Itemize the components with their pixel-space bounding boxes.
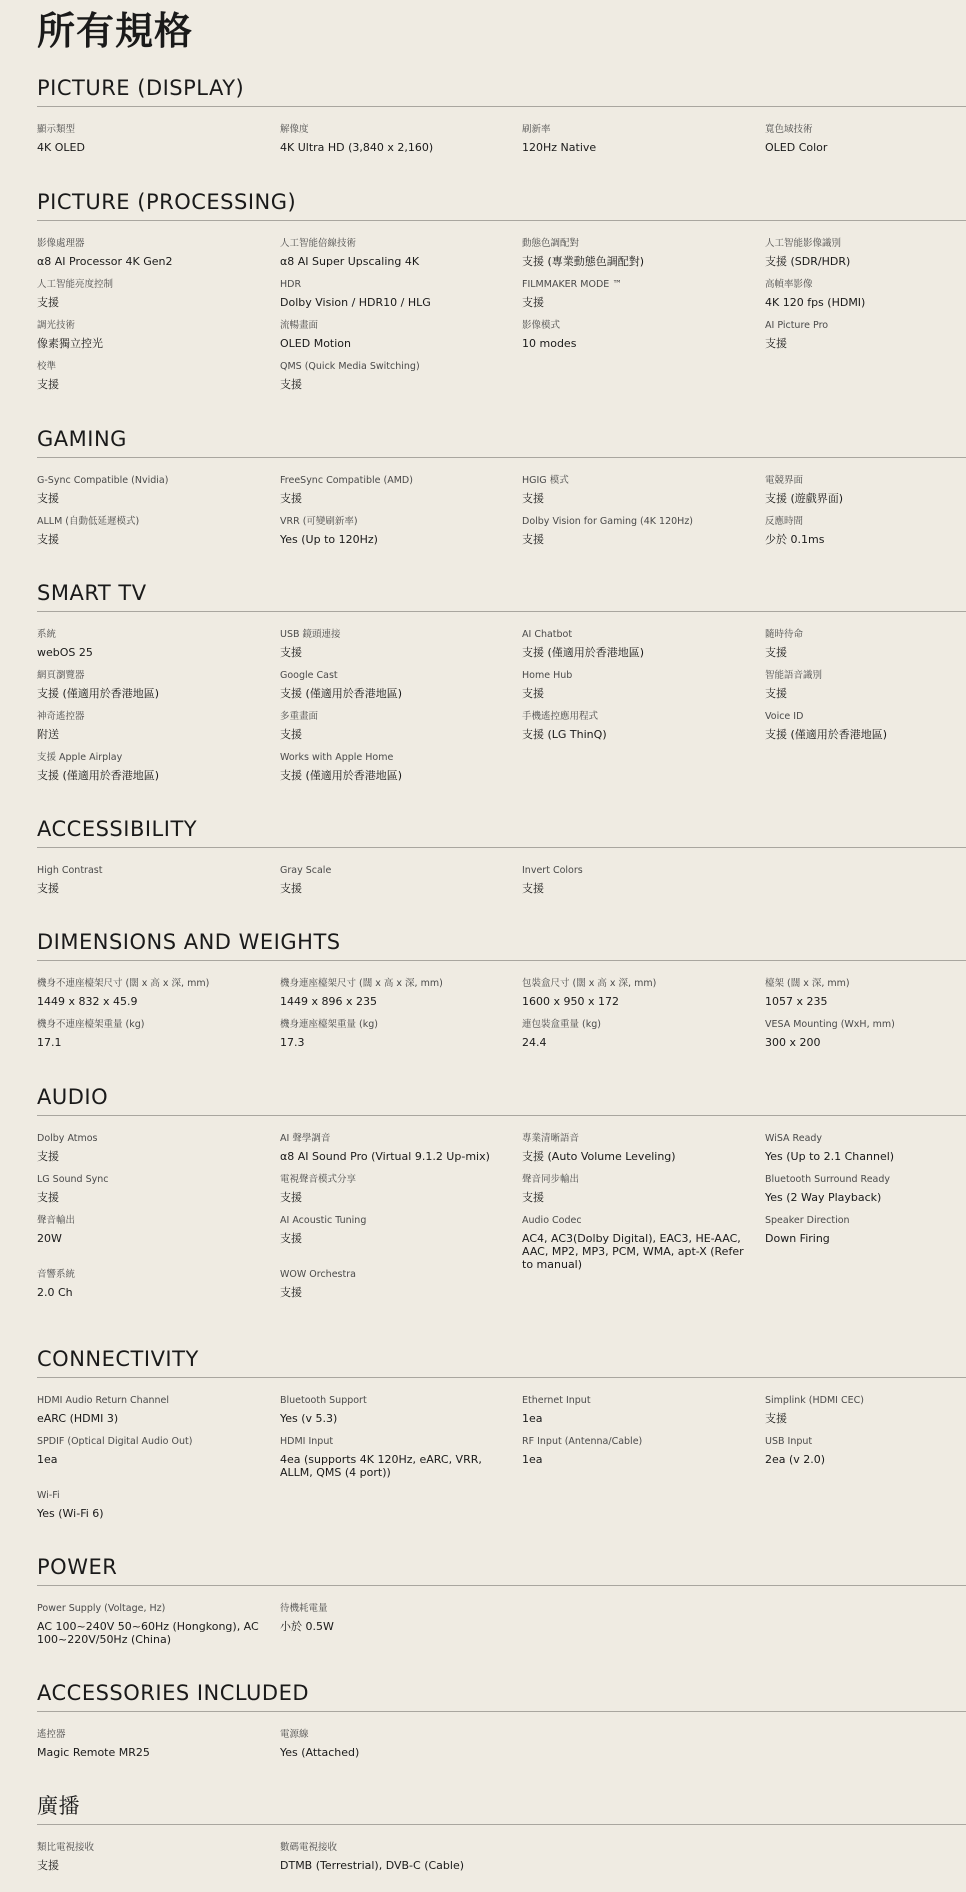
spec-value: Yes (Wi-Fi 6): [37, 1507, 104, 1520]
spec-value: Dolby Vision / HDR10 / HLG: [280, 296, 431, 309]
spec-item: [522, 1018, 747, 1049]
spec-item: [765, 474, 966, 505]
spec-value: 1057 x 235: [765, 995, 828, 1008]
spec-label: 系統: [37, 629, 57, 640]
spec-label: 機身連座檯架尺寸 (闊 x 高 x 深, mm): [280, 978, 443, 989]
spec-value: 支援 (僅適用於香港地區): [37, 769, 160, 782]
spec-item: [522, 1214, 747, 1271]
spec-label: Ethernet Input: [522, 1395, 591, 1406]
spec-item: [37, 1728, 262, 1759]
spec-section-picture-display: [37, 72, 966, 164]
spec-value: 24.4: [522, 1036, 547, 1049]
section-heading: ACCESSIBILITY: [37, 817, 198, 841]
spec-label: AI Chatbot: [522, 629, 573, 640]
spec-value: 17.1: [37, 1036, 62, 1049]
section-divider: [37, 1824, 966, 1825]
spec-item: [765, 1018, 966, 1049]
section-divider: [37, 960, 966, 961]
spec-item: [765, 977, 966, 1008]
section-heading: SMART TV: [37, 581, 147, 605]
spec-item: [522, 278, 747, 309]
spec-section-picture-processing: [37, 186, 966, 401]
section-heading: POWER: [37, 1555, 118, 1579]
spec-item: [37, 1132, 262, 1163]
spec-item: [280, 474, 505, 505]
spec-grid: [37, 237, 966, 401]
spec-value: 1600 x 950 x 172: [522, 995, 619, 1008]
spec-item: [765, 515, 966, 546]
spec-label: 動態色調配對: [522, 238, 580, 249]
spec-item: [522, 237, 747, 268]
spec-label: Works with Apple Home: [280, 752, 394, 763]
spec-value: 1449 x 832 x 45.9: [37, 995, 138, 1008]
spec-value: eARC (HDMI 3): [37, 1412, 119, 1425]
spec-item: [37, 1214, 262, 1245]
spec-label: 音響系統: [37, 1269, 76, 1280]
spec-value: 支援: [37, 492, 59, 505]
spec-item: [522, 669, 747, 700]
spec-value: 支援: [765, 337, 787, 350]
page-title: 所有規格: [37, 9, 194, 53]
spec-value: 像素獨立控光: [37, 337, 103, 350]
spec-item: [522, 474, 747, 505]
spec-value: 支援: [280, 728, 302, 741]
spec-item: [280, 1173, 505, 1204]
spec-value: 支援: [280, 1232, 302, 1245]
spec-item: [522, 628, 747, 659]
spec-item: [765, 319, 966, 350]
spec-item: [522, 1132, 747, 1163]
spec-item: [765, 669, 966, 700]
spec-value: 支援: [765, 1412, 787, 1425]
spec-item: [280, 278, 505, 309]
spec-item: [37, 1435, 262, 1466]
spec-value: 支援 (僅適用於香港地區): [37, 687, 160, 700]
spec-value: α8 AI Super Upscaling 4K: [280, 255, 420, 268]
spec-grid: [37, 628, 966, 792]
spec-value: 支援: [522, 492, 544, 505]
section-divider: [37, 1711, 966, 1712]
spec-label: 人工智能亮度控制: [37, 279, 114, 290]
spec-item: [37, 669, 262, 700]
spec-item: [280, 1435, 505, 1479]
spec-item: [37, 710, 262, 741]
spec-label: 影像模式: [522, 320, 561, 331]
spec-item: [37, 360, 262, 391]
spec-grid: [37, 864, 966, 905]
spec-value: Down Firing: [765, 1232, 830, 1245]
spec-item: [280, 977, 505, 1008]
spec-item: [765, 1132, 966, 1163]
spec-item: [522, 1173, 747, 1204]
spec-value: 支援: [280, 492, 302, 505]
spec-label: High Contrast: [37, 865, 103, 876]
spec-item: [765, 278, 966, 309]
spec-item: [522, 515, 747, 546]
spec-label: Simplink (HDMI CEC): [765, 1395, 864, 1406]
spec-label: AI Picture Pro: [765, 320, 829, 331]
spec-value: 1ea: [522, 1412, 543, 1425]
spec-item: [280, 1214, 505, 1245]
spec-item: [37, 751, 262, 782]
spec-item: [280, 669, 505, 700]
spec-value: DTMB (Terrestrial), DVB-C (Cable): [280, 1859, 465, 1872]
section-divider: [37, 1377, 966, 1378]
spec-value: α8 AI Sound Pro (Virtual 9.1.2 Up-mix): [280, 1150, 490, 1163]
spec-value: Yes (Attached): [280, 1746, 360, 1759]
spec-label: WOW Orchestra: [280, 1269, 356, 1280]
spec-item: [280, 1394, 505, 1425]
spec-item: [522, 319, 747, 350]
spec-label: 寬色域技術: [765, 124, 813, 135]
spec-label: 電視聲音模式分享: [280, 1174, 357, 1185]
spec-item: [280, 628, 505, 659]
section-divider: [37, 611, 966, 612]
spec-value: 支援: [522, 296, 544, 309]
spec-grid: [37, 1602, 966, 1656]
spec-label: 影像處理器: [37, 238, 85, 249]
spec-section-accessibility: [37, 813, 966, 905]
spec-item: [522, 864, 747, 895]
spec-label: HDMI Audio Return Channel: [37, 1395, 170, 1406]
spec-item: [765, 1435, 966, 1466]
spec-label: 反應時間: [765, 516, 804, 527]
spec-label: 網頁瀏覽器: [37, 670, 85, 681]
spec-grid: [37, 1132, 966, 1309]
spec-grid: [37, 1728, 966, 1769]
section-heading: GAMING: [37, 427, 127, 451]
spec-label: VRR (可變刷新率): [280, 516, 358, 527]
spec-label: 刷新率: [522, 124, 551, 135]
spec-value: 支援: [280, 646, 302, 659]
spec-item: [522, 123, 747, 154]
section-heading: PICTURE (PROCESSING): [37, 190, 297, 214]
spec-item: [280, 751, 505, 782]
spec-label: 解像度: [280, 124, 309, 135]
spec-item: [37, 1173, 262, 1204]
spec-label: 隨時待命: [765, 629, 804, 640]
spec-value: 支援: [37, 882, 59, 895]
spec-value: 支援: [280, 378, 302, 391]
spec-section-gaming: [37, 423, 966, 556]
section-heading: PICTURE (DISPLAY): [37, 76, 245, 100]
spec-value: 1449 x 896 x 235: [280, 995, 377, 1008]
spec-item: [280, 319, 505, 350]
spec-label: 數碼電視接收: [280, 1842, 338, 1853]
spec-value: 支援: [280, 1286, 302, 1299]
spec-label: Power Supply (Voltage, Hz): [37, 1603, 166, 1614]
spec-section-broadcast: [37, 1790, 966, 1882]
spec-item: [280, 237, 505, 268]
spec-item: [280, 515, 505, 546]
spec-label: USB Input: [765, 1436, 813, 1447]
spec-value: 支援: [522, 882, 544, 895]
spec-value: AC 100~240V 50~60Hz (Hongkong), AC 100~220V/50Hz (China): [37, 1620, 259, 1646]
spec-item: [37, 1489, 262, 1520]
spec-item: [37, 237, 262, 268]
spec-item: [37, 123, 262, 154]
spec-value: 小於 0.5W: [280, 1620, 334, 1633]
spec-value: 支援: [280, 882, 302, 895]
spec-item: [280, 1728, 505, 1759]
spec-label: Bluetooth Support: [280, 1395, 367, 1406]
spec-value: α8 AI Processor 4K Gen2: [37, 255, 173, 268]
spec-item: [37, 319, 262, 350]
spec-value: 支援: [765, 687, 787, 700]
spec-item: [522, 1394, 747, 1425]
spec-item: [37, 1268, 262, 1299]
spec-grid: [37, 977, 966, 1059]
spec-label: 支援 Apple Airplay: [37, 752, 123, 763]
spec-label: WiSA Ready: [765, 1133, 823, 1144]
spec-value: OLED Motion: [280, 337, 351, 350]
spec-label: 機身連座檯架重量 (kg): [280, 1019, 378, 1030]
spec-item: [280, 1132, 505, 1163]
spec-value: 1ea: [37, 1453, 58, 1466]
section-heading: DIMENSIONS AND WEIGHTS: [37, 930, 341, 954]
spec-value: 附送: [37, 728, 59, 741]
spec-item: [280, 710, 505, 741]
spec-value: 支援 (僅適用於香港地區): [765, 728, 888, 741]
spec-value: OLED Color: [765, 141, 828, 154]
spec-label: 電源線: [280, 1729, 309, 1740]
spec-value: 4K OLED: [37, 141, 85, 154]
spec-label: 顯示類型: [37, 124, 76, 135]
spec-grid: [37, 123, 966, 164]
section-heading: AUDIO: [37, 1085, 109, 1109]
spec-value: 支援: [37, 1859, 59, 1872]
spec-item: [37, 1841, 262, 1872]
spec-value: 120Hz Native: [522, 141, 597, 154]
spec-label: Invert Colors: [522, 865, 583, 876]
spec-label: 檯架 (闊 x 深, mm): [765, 978, 850, 989]
spec-value: 4K 120 fps (HDMI): [765, 296, 866, 309]
spec-label: 手機遙控應用程式: [522, 711, 599, 722]
spec-value: 20W: [37, 1232, 62, 1245]
spec-item: [37, 864, 262, 895]
spec-label: G-Sync Compatible (Nvidia): [37, 475, 169, 486]
spec-section-connectivity: [37, 1343, 966, 1530]
spec-value: 支援: [37, 1191, 59, 1204]
spec-value: 17.3: [280, 1036, 305, 1049]
spec-label: 流暢畫面: [280, 320, 319, 331]
spec-item: [765, 1214, 966, 1245]
spec-item: [765, 628, 966, 659]
spec-value: 少於 0.1ms: [765, 533, 825, 546]
spec-item: [765, 1394, 966, 1425]
spec-value: 支援 (僅適用於香港地區): [522, 646, 645, 659]
section-heading: ACCESSORIES INCLUDED: [37, 1681, 310, 1705]
spec-value: Yes (Up to 120Hz): [280, 533, 378, 546]
spec-item: [522, 977, 747, 1008]
spec-label: 連包裝盒重量 (kg): [522, 1019, 601, 1030]
spec-item: [37, 515, 262, 546]
spec-item: [765, 1173, 966, 1204]
spec-value: 4K Ultra HD (3,840 x 2,160): [280, 141, 434, 154]
spec-value: 支援 (遊戲界面): [765, 492, 844, 505]
spec-label: Voice ID: [765, 711, 804, 722]
spec-label: 聲音同步輸出: [522, 1174, 580, 1185]
spec-item: [37, 278, 262, 309]
spec-item: [765, 237, 966, 268]
spec-label: VESA Mounting (WxH, mm): [765, 1019, 895, 1030]
spec-label: Wi-Fi: [37, 1490, 60, 1501]
spec-label: 機身不連座檯架重量 (kg): [37, 1019, 145, 1030]
spec-value: 1ea: [522, 1453, 543, 1466]
spec-label: USB 鏡頭連接: [280, 629, 341, 640]
spec-label: LG Sound Sync: [37, 1174, 109, 1185]
spec-value: 10 modes: [522, 337, 577, 350]
spec-value: 支援: [37, 533, 59, 546]
section-divider: [37, 106, 966, 107]
spec-label: Google Cast: [280, 670, 338, 681]
spec-value: 支援: [37, 1150, 59, 1163]
section-heading: CONNECTIVITY: [37, 1347, 199, 1371]
section-divider: [37, 1585, 966, 1586]
spec-label: Dolby Vision for Gaming (4K 120Hz): [522, 516, 694, 527]
spec-value: Magic Remote MR25: [37, 1746, 150, 1759]
spec-item: [280, 1602, 505, 1633]
spec-item: [280, 1268, 505, 1299]
section-divider: [37, 220, 966, 221]
spec-label: SPDIF (Optical Digital Audio Out): [37, 1436, 193, 1447]
spec-value: 支援: [765, 646, 787, 659]
spec-value: 支援: [37, 378, 59, 391]
spec-label: 遙控器: [37, 1729, 66, 1740]
spec-value: 支援 (僅適用於香港地區): [280, 687, 403, 700]
spec-label: HDR: [280, 279, 302, 290]
spec-label: HDMI Input: [280, 1436, 334, 1447]
spec-label: 校準: [37, 361, 57, 372]
spec-section-accessories: [37, 1677, 966, 1769]
spec-label: RF Input (Antenna/Cable): [522, 1436, 643, 1447]
spec-item: [37, 1394, 262, 1425]
spec-value: 2ea (v 2.0): [765, 1453, 826, 1466]
section-heading: 廣播: [37, 1794, 80, 1818]
spec-item: [280, 360, 505, 391]
spec-value: 2.0 Ch: [37, 1286, 73, 1299]
spec-grid: [37, 474, 966, 556]
section-divider: [37, 847, 966, 848]
spec-value: 支援: [522, 687, 544, 700]
spec-label: Home Hub: [522, 670, 573, 681]
spec-value: 300 x 200: [765, 1036, 821, 1049]
spec-label: 類比電視接收: [37, 1842, 95, 1853]
spec-label: 聲音輸出: [37, 1215, 76, 1226]
spec-item: [37, 474, 262, 505]
spec-value: AC4, AC3(Dolby Digital), EAC3, HE-AAC, AAC, MP2, MP3, PCM, WMA, apt-X (Refer to manual): [522, 1232, 744, 1271]
spec-label: 調光技術: [37, 320, 76, 331]
spec-grid: [37, 1394, 966, 1530]
spec-label: QMS (Quick Media Switching): [280, 361, 420, 372]
spec-value: 支援: [522, 533, 544, 546]
spec-label: AI Acoustic Tuning: [280, 1215, 367, 1226]
spec-value: 支援: [522, 1191, 544, 1204]
spec-label: Bluetooth Surround Ready: [765, 1174, 891, 1185]
spec-item: [280, 1018, 505, 1049]
spec-value: 支援 (LG ThinQ): [522, 728, 607, 741]
spec-section-smart-tv: [37, 577, 966, 792]
spec-section-dimensions-weights: [37, 926, 966, 1059]
spec-label: 機身不連座檯架尺寸 (闊 x 高 x 深, mm): [37, 978, 210, 989]
spec-label: 智能語音識別: [765, 670, 823, 681]
spec-item: [765, 710, 966, 741]
spec-label: ALLM (自動低延遲模式): [37, 516, 140, 527]
spec-value: Yes (2 Way Playback): [765, 1191, 882, 1204]
spec-label: HGIG 模式: [522, 475, 569, 486]
spec-value: 支援 (專業動態色調配對): [522, 255, 645, 268]
spec-label: FreeSync Compatible (AMD): [280, 475, 413, 486]
section-divider: [37, 1115, 966, 1116]
spec-label: 多重畫面: [280, 711, 319, 722]
spec-label: 神奇遙控器: [37, 711, 85, 722]
spec-item: [765, 123, 966, 154]
spec-label: Gray Scale: [280, 865, 332, 876]
spec-value: webOS 25: [37, 646, 93, 659]
spec-value: 支援: [37, 296, 59, 309]
spec-label: 包裝盒尺寸 (闊 x 高 x 深, mm): [522, 978, 657, 989]
spec-label: 電競界面: [765, 475, 804, 486]
spec-item: [522, 710, 747, 741]
spec-item: [280, 123, 505, 154]
section-divider: [37, 457, 966, 458]
spec-section-audio: [37, 1081, 966, 1309]
spec-value: 4ea (supports 4K 120Hz, eARC, VRR, ALLM, QMS (4 port)): [280, 1453, 482, 1479]
spec-label: Speaker Direction: [765, 1215, 850, 1226]
spec-item: [37, 977, 262, 1008]
spec-value: 支援 (僅適用於香港地區): [280, 769, 403, 782]
spec-label: Audio Codec: [522, 1215, 582, 1226]
spec-value: 支援: [280, 1191, 302, 1204]
spec-label: 待機耗電量: [280, 1603, 328, 1614]
spec-grid: [37, 1841, 966, 1882]
spec-item: [280, 1841, 505, 1872]
spec-item: [522, 1435, 747, 1466]
spec-label: 高幀率影像: [765, 279, 813, 290]
spec-label: 人工智能倍線技術: [280, 238, 357, 249]
spec-value: 支援 (SDR/HDR): [765, 255, 851, 268]
spec-item: [37, 1602, 262, 1646]
spec-label: Dolby Atmos: [37, 1133, 98, 1144]
spec-item: [280, 864, 505, 895]
spec-value: 支援 (Auto Volume Leveling): [522, 1150, 676, 1163]
spec-value: Yes (v 5.3): [280, 1412, 338, 1425]
spec-item: [37, 628, 262, 659]
spec-label: AI 聲學調音: [280, 1133, 331, 1144]
spec-label: FILMMAKER MODE ™: [522, 279, 622, 290]
spec-item: [37, 1018, 262, 1049]
spec-label: 專業清晰語音: [522, 1133, 580, 1144]
spec-value: Yes (Up to 2.1 Channel): [765, 1150, 895, 1163]
spec-section-power: [37, 1551, 966, 1656]
spec-label: 人工智能影像識別: [765, 238, 842, 249]
